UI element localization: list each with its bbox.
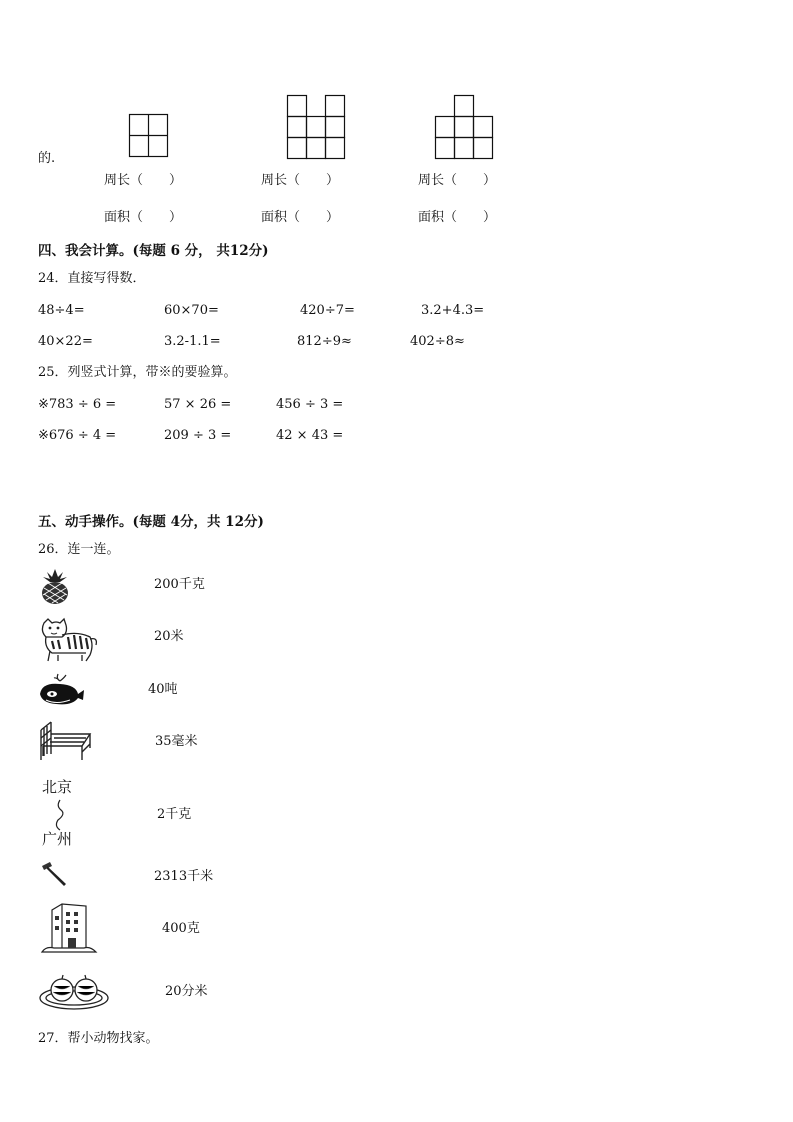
q24-item: 3.2-1.1= <box>164 334 221 349</box>
bed-icon <box>38 716 94 764</box>
match-value: 35毫米 <box>155 734 198 749</box>
q24-item: 48÷4= <box>38 303 85 318</box>
q25-item: 209 ÷ 3 = <box>164 428 232 443</box>
section-4-heading: 四、我会计算。(每题 6 分， 共12分) <box>38 243 269 259</box>
figure-2-perimeter: 周长（ ） <box>261 173 340 188</box>
plate-of-fruit-icon <box>38 970 110 1014</box>
figure-1-area: 面积（ ） <box>104 210 183 225</box>
figure-2-grid <box>287 95 347 161</box>
match-value: 20米 <box>154 629 184 644</box>
q24-item: 402÷8≈ <box>410 334 465 349</box>
match-value: 40吨 <box>148 682 178 697</box>
intro-fragment: 的. <box>38 151 56 166</box>
question-27-prompt: 27．帮小动物找家。 <box>38 1031 159 1046</box>
q24-item: 420÷7= <box>300 303 355 318</box>
figure-1-grid <box>129 114 169 158</box>
question-24-prompt: 24．直接写得数． <box>38 271 146 286</box>
match-value: 20分米 <box>165 984 208 999</box>
q25-item: 42 × 43 = <box>276 428 344 443</box>
q25-item: 456 ÷ 3 = <box>276 397 344 412</box>
match-value: 2313千米 <box>154 869 214 884</box>
section-5-heading: 五、动手操作。(每题 4分，共 12分) <box>38 514 264 530</box>
match-value: 400克 <box>162 921 200 936</box>
beijing-guangzhou-route-icon <box>38 776 84 852</box>
map-label-beijing: 北京 <box>42 778 73 796</box>
pineapple-icon <box>38 568 72 606</box>
tiger-icon <box>38 615 100 665</box>
q25-item: ※783 ÷ 6 = <box>38 397 117 412</box>
map-label-guangzhou: 广州 <box>42 830 73 848</box>
figure-2-area: 面积（ ） <box>261 210 340 225</box>
nail-icon <box>40 860 70 888</box>
figure-3-perimeter: 周长（ ） <box>418 173 497 188</box>
q25-item: 57 × 26 = <box>164 397 232 412</box>
figure-3-area: 面积（ ） <box>418 210 497 225</box>
figure-1-perimeter: 周长（ ） <box>104 173 183 188</box>
question-25-prompt: 25．列竖式计算，带※的要验算。 <box>38 365 237 380</box>
q24-item: 40×22= <box>38 334 93 349</box>
q24-item: 812÷9≈ <box>297 334 352 349</box>
match-value: 2千克 <box>157 807 192 822</box>
match-value: 200千克 <box>154 577 205 592</box>
whale-icon <box>38 672 86 708</box>
building-icon <box>38 900 100 956</box>
figure-3-grid <box>435 95 495 161</box>
q24-item: 3.2+4.3= <box>421 303 485 318</box>
q25-item: ※676 ÷ 4 = <box>38 428 117 443</box>
question-26-prompt: 26．连一连。 <box>38 542 120 557</box>
q24-item: 60×70= <box>164 303 219 318</box>
